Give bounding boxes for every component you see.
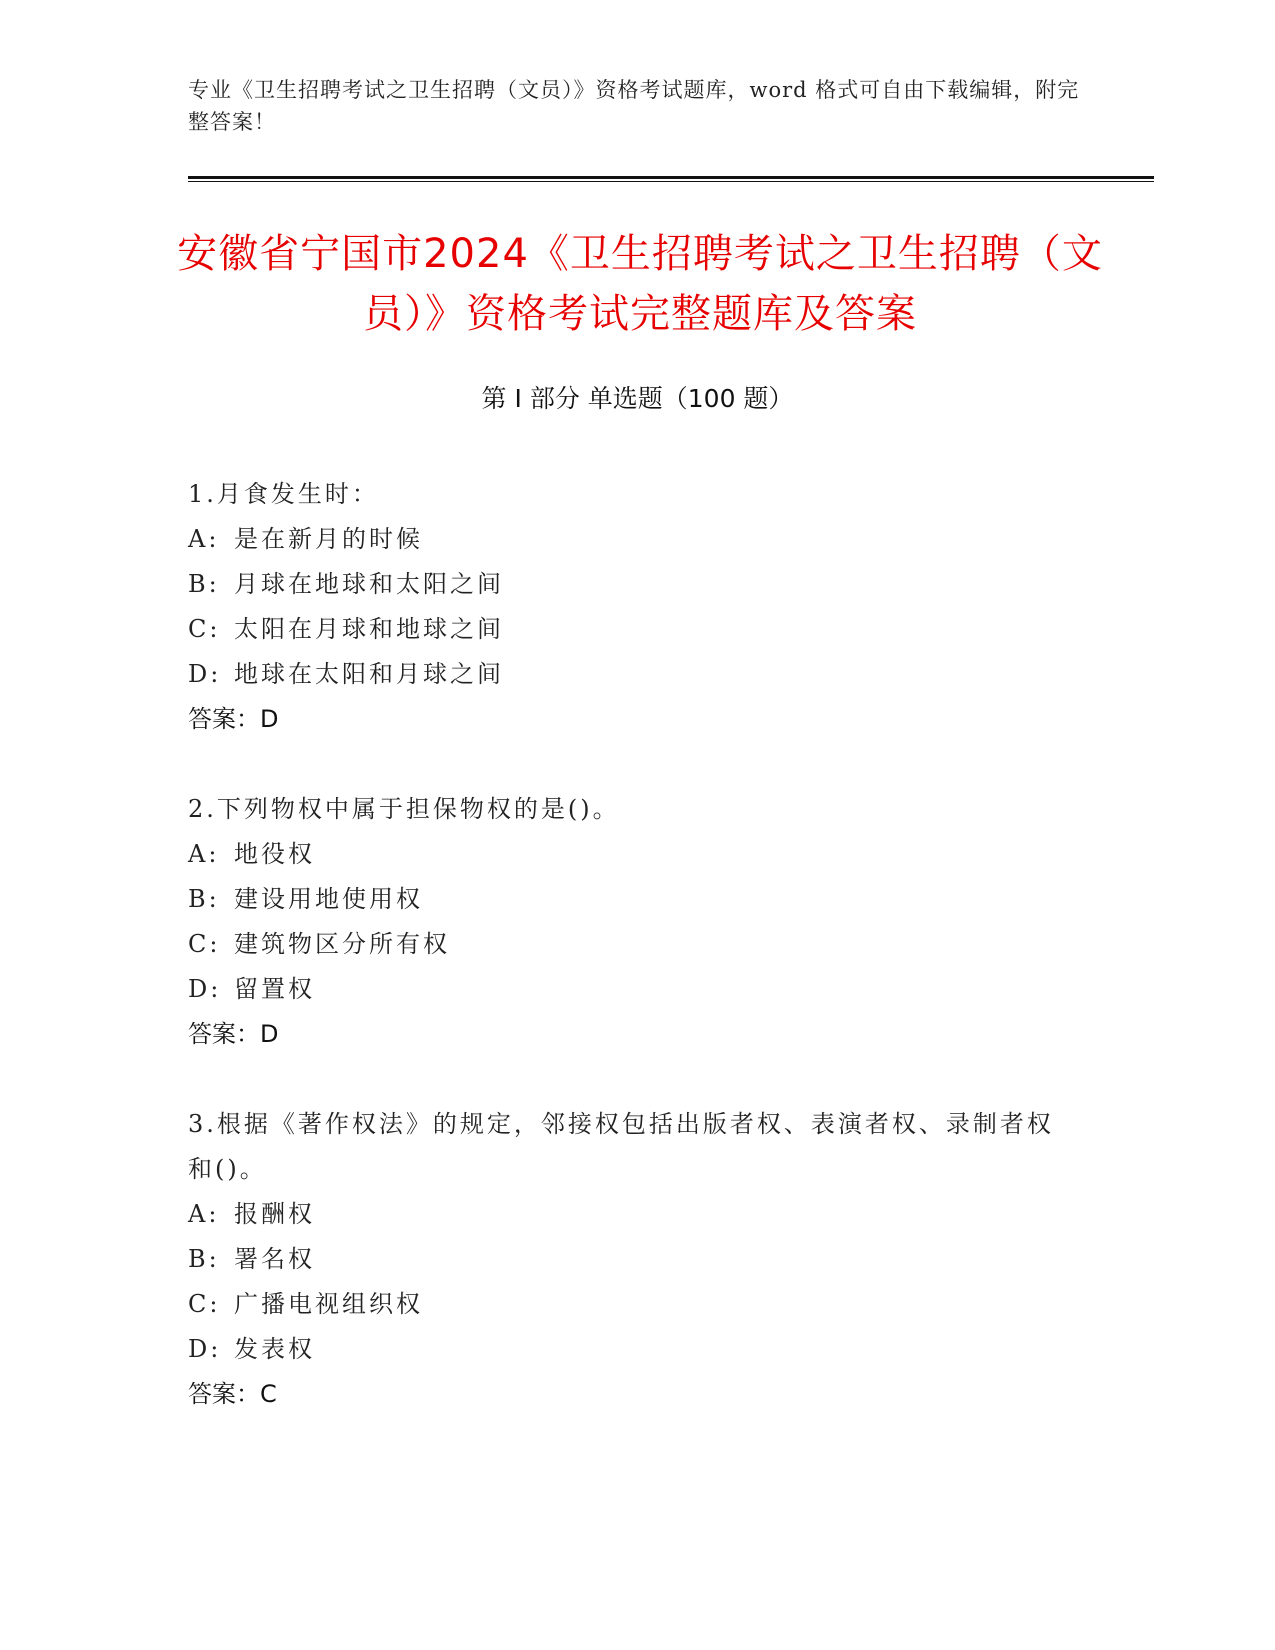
option-text: 建筑物区分所有权 xyxy=(234,930,450,958)
option-c xyxy=(188,1282,1068,1327)
option-a xyxy=(188,832,1068,877)
question-3 xyxy=(188,1102,1068,1417)
option-letter: B: xyxy=(188,885,220,913)
option-c xyxy=(188,922,1068,967)
question-list xyxy=(188,472,1068,1462)
question-stem: 2.下列物权中属于担保物权的是()。 xyxy=(188,795,620,823)
header-note: 专业《卫生招聘考试之卫生招聘（文员）》资格考试题库，word 格式可自由下载编辑，附完整答案！ xyxy=(188,78,1080,134)
option-text: 太阳在月球和地球之间 xyxy=(234,615,504,643)
option-letter: D: xyxy=(188,975,222,1003)
option-b xyxy=(188,562,1068,607)
option-text: 署名权 xyxy=(234,1245,315,1273)
option-letter: D: xyxy=(188,660,222,688)
option-text: 地役权 xyxy=(234,840,315,868)
document-title: 安徽省宁国市2024《卫生招聘考试之卫生招聘（文员）》资格考试完整题库及答案 xyxy=(177,231,1103,337)
option-b xyxy=(188,1237,1068,1282)
option-letter: D: xyxy=(188,1335,222,1363)
option-letter: A: xyxy=(188,525,220,553)
header-rule-thick xyxy=(188,176,1154,179)
option-text: 广播电视组织权 xyxy=(234,1290,423,1318)
option-a xyxy=(188,1192,1068,1237)
answer-line: 答案：D xyxy=(188,705,279,733)
option-text: 报酬权 xyxy=(234,1200,315,1228)
option-letter: B: xyxy=(188,1245,220,1273)
section-title: 第 I 部分 单选题（100 题） xyxy=(481,384,794,413)
option-b xyxy=(188,877,1068,922)
option-letter: B: xyxy=(188,570,220,598)
question-stem: 1.月食发生时： xyxy=(188,480,379,508)
question-2 xyxy=(188,787,1068,1057)
option-text: 是在新月的时候 xyxy=(234,525,423,553)
option-text: 建设用地使用权 xyxy=(234,885,423,913)
option-a xyxy=(188,517,1068,562)
option-letter: C: xyxy=(188,615,221,643)
option-c xyxy=(188,607,1068,652)
option-text: 留置权 xyxy=(234,975,315,1003)
option-d xyxy=(188,1327,1068,1372)
option-letter: A: xyxy=(188,1200,220,1228)
option-d xyxy=(188,967,1068,1012)
option-text: 发表权 xyxy=(234,1335,315,1363)
option-text: 地球在太阳和月球之间 xyxy=(234,660,504,688)
option-letter: C: xyxy=(188,1290,221,1318)
question-1 xyxy=(188,472,1068,742)
option-letter: C: xyxy=(188,930,221,958)
answer-line: 答案：D xyxy=(188,1020,279,1048)
option-letter: A: xyxy=(188,840,220,868)
option-d xyxy=(188,652,1068,697)
option-text: 月球在地球和太阳之间 xyxy=(234,570,504,598)
answer-line: 答案：C xyxy=(188,1380,277,1408)
question-stem: 3.根据《著作权法》的规定，邻接权包括出版者权、表演者权、录制者权和()。 xyxy=(188,1110,1054,1183)
header-rule-thin xyxy=(188,181,1154,182)
